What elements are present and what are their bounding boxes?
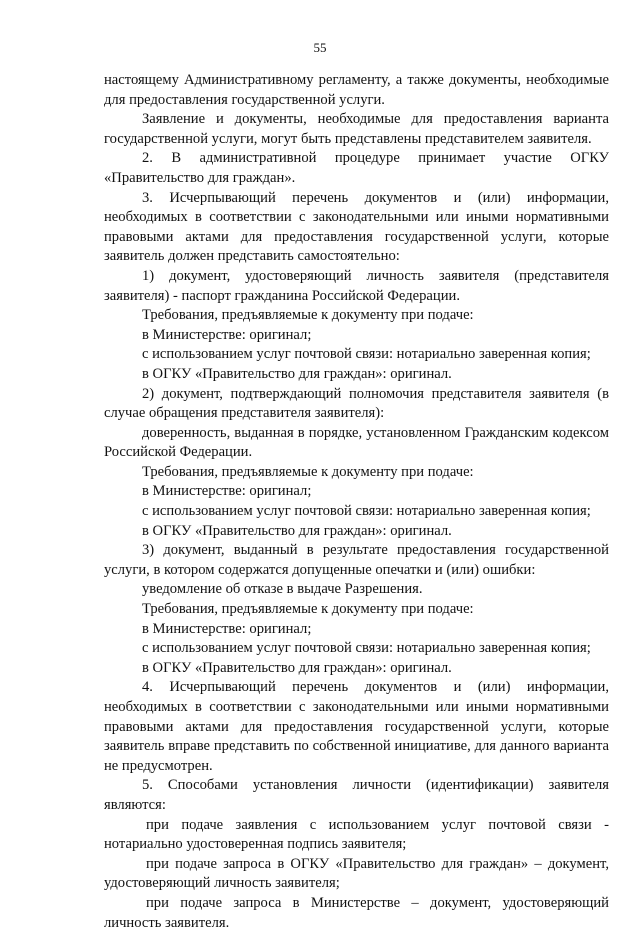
paragraph: доверенность, выданная в порядке, установленном Гражданским кодексом Российской Федерации.: [104, 424, 609, 461]
paragraph: Заявление и документы, необходимые для предоставления варианта государственной услуги, могут быть представлены представителем заявителя.: [104, 111, 609, 147]
paragraph: 3. Исчерпывающий перечень документов и (или) информации, необходимых в соответствии с законодательными или иными нормативными правовыми актами для предоставления государственной услуги, которые заявитель должен представить самостоятельно:: [104, 189, 609, 265]
paragraph: уведомление об отказе в выдаче Разрешения.: [142, 581, 423, 598]
paragraph: в Министерстве: оригинал;: [142, 326, 312, 343]
paragraph: с использованием услуг почтовой связи: нотариально заверенная копия;: [142, 346, 591, 363]
paragraph: настоящему Административному регламенту, а также документы, необходимые для предоставления государственной услуги.: [104, 72, 609, 108]
page-number: 55: [313, 40, 327, 55]
paragraph: с использованием услуг почтовой связи: нотариально заверенная копия;: [142, 503, 591, 520]
paragraph: 4. Исчерпывающий перечень документов и (или) информации, необходимых в соответствии с законодательными или иными нормативными правовыми актами для предоставления государственной услуги, которые заявитель вправе представить по собственной инициативе, для данного варианта не предусмотрен.: [104, 679, 609, 774]
document-body: [104, 71, 609, 933]
paragraph: при подаче заявления с использованием услуг почтовой связи - нотариально удостоверенная подпись заявителя;: [104, 816, 609, 853]
paragraph: 2. В административной процедуре принимает участие ОГКУ «Правительство для граждан».: [104, 150, 609, 186]
paragraph: Требования, предъявляемые к документу при подаче:: [142, 463, 474, 480]
paragraph: 5. Способами установления личности (идентификации) заявителя являются:: [104, 777, 609, 813]
paragraph: в ОГКУ «Правительство для граждан»: оригинал.: [142, 659, 452, 676]
paragraph: при подаче запроса в ОГКУ «Правительство для граждан» – документ, удостоверяющий личность заявителя;: [104, 855, 609, 892]
paragraph: Требования, предъявляемые к документу при подаче:: [142, 601, 474, 618]
paragraph: при подаче запроса в Министерстве – документ, удостоверяющий личность заявителя.: [104, 894, 609, 931]
paragraph: 1) документ, удостоверяющий личность заявителя (представителя заявителя) - паспорт гражданина Российской Федерации.: [104, 267, 609, 304]
paragraph: в ОГКУ «Правительство для граждан»: оригинал.: [142, 365, 452, 382]
paragraph: в Министерстве: оригинал;: [142, 483, 312, 500]
paragraph: 2) документ, подтверждающий полномочия представителя заявителя (в случае обращения представителя заявителя):: [104, 385, 609, 422]
paragraph: 3) документ, выданный в результате предоставления государственной услуги, в котором содержатся допущенные опечатки и (или) ошибки:: [104, 542, 609, 578]
paragraph: с использованием услуг почтовой связи: нотариально заверенная копия;: [142, 640, 591, 657]
paragraph: в ОГКУ «Правительство для граждан»: оригинал.: [142, 522, 452, 539]
paragraph: в Министерстве: оригинал;: [142, 620, 312, 637]
paragraph: Требования, предъявляемые к документу при подаче:: [142, 307, 474, 324]
